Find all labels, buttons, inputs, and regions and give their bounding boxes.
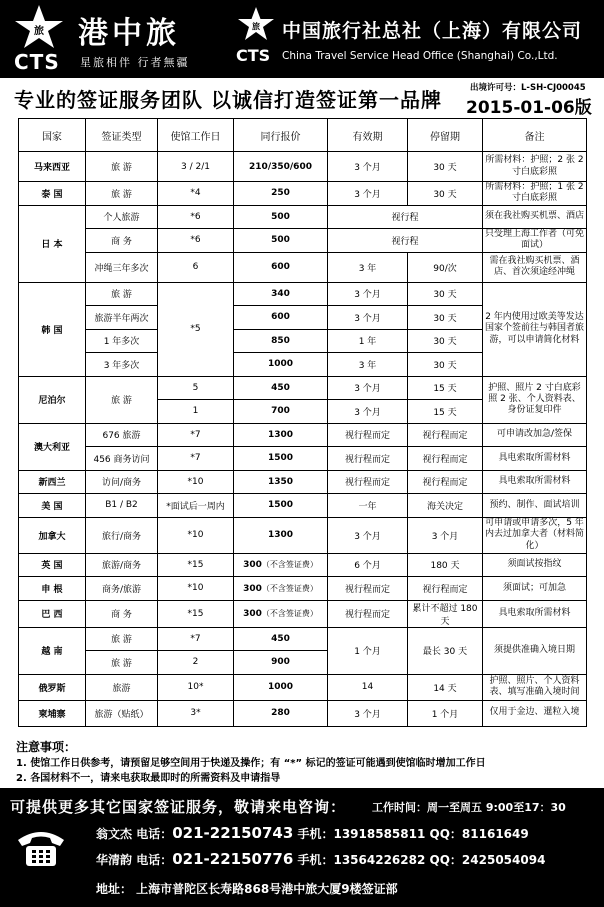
type-cell: 个人旅游 <box>86 205 158 229</box>
price-cell: 340 <box>234 282 328 306</box>
note-item: 2. 各国材料不一，请来电获取最即时的所需资料及申请指导 <box>16 773 281 784</box>
note-item: 1. 使馆工作日供参考，请预留足够空间用于快递及操作；有 “*” 标记的签证可能遇到使馆临时增加工作日 <box>16 758 486 769</box>
country-cell: 柬埔寨 <box>19 700 86 726</box>
table-row <box>19 577 587 601</box>
table-row <box>19 447 587 471</box>
validity-cell: 3 个月 <box>328 182 408 206</box>
type-cell: 访问/商务 <box>86 470 158 494</box>
notes-section <box>16 738 596 786</box>
svg-text:旅: 旅 <box>34 26 44 37</box>
table-row <box>19 470 587 494</box>
remark-cell: 须面试按指纹 <box>483 553 587 577</box>
days-cell: *7 <box>158 423 234 447</box>
stay-cell: 海关决定 <box>408 494 483 518</box>
price-cell: 1000 <box>234 353 328 377</box>
type-cell: 旅 游 <box>86 282 158 306</box>
header-price: 同行报价 <box>234 119 328 152</box>
tel-label: 电话： <box>136 827 173 841</box>
table-row <box>19 627 587 651</box>
days-cell: *15 <box>158 553 234 577</box>
stay-cell: 30 天 <box>408 282 483 306</box>
type-cell: 旅游 <box>86 674 158 700</box>
country-cell: 尼泊尔 <box>19 376 86 423</box>
stay-cell: 30 天 <box>408 182 483 206</box>
logo-cts-text: CTS <box>14 50 60 74</box>
country-cell: 英 国 <box>19 553 86 577</box>
remark-cell: 仅用于金边、暹粒入境 <box>483 700 587 726</box>
header-remark: 备注 <box>483 119 587 152</box>
stay-cell: 30 天 <box>408 152 483 182</box>
validity-cell: 1 年 <box>328 329 408 353</box>
cts-shanghai-logo <box>236 6 601 74</box>
mobile-label: 手机： <box>297 827 334 841</box>
price-note: （不含签证费） <box>261 560 318 570</box>
days-cell: 10* <box>158 674 234 700</box>
country-cell: 巴 西 <box>19 600 86 627</box>
logo-slogan: 星旅相伴 行者無疆 <box>80 56 190 69</box>
stay-cell: 视行程而定 <box>408 423 483 447</box>
country-cell: 俄罗斯 <box>19 674 86 700</box>
validity-cell: 视行程而定 <box>328 447 408 471</box>
country-cell: 泰 国 <box>19 182 86 206</box>
days-cell: *面试后一周内 <box>158 494 234 518</box>
country-cell: 澳大利亚 <box>19 423 86 470</box>
days-cell: *10 <box>158 517 234 553</box>
days-cell: *5 <box>158 282 234 376</box>
stay-cell: 1 个月 <box>408 700 483 726</box>
remark-cell: 可申请或申请多次，5 年内去过加拿大者（材料简化） <box>483 517 587 553</box>
remark-cell: 护照、照片、个人资料表、填写准确入境时间 <box>483 674 587 700</box>
table-row <box>19 182 587 206</box>
remark-cell: 只受理上海工作者（可免面试） <box>483 229 587 253</box>
company-name: 中国旅行社总社（上海）有限公司 <box>282 20 583 42</box>
days-cell: 6 <box>158 252 234 282</box>
days-cell: *6 <box>158 205 234 229</box>
table-row <box>19 600 587 627</box>
table-row <box>19 423 587 447</box>
table-row <box>19 517 587 553</box>
remark-cell: 需在我社购买机票、酒店、首次须途经冲绳 <box>483 252 587 282</box>
type-cell: 商 务 <box>86 600 158 627</box>
price-cell: 1300 <box>234 517 328 553</box>
days-cell: *10 <box>158 577 234 601</box>
address: 地址： 上海市普陀区长寿路868号港中旅大厦9楼签证部 <box>96 882 398 896</box>
type-cell: 旅 游 <box>86 627 158 651</box>
table-header-row <box>19 119 587 152</box>
remark-cell: 护照、照片 2 寸白底彩照 2 张、个人资料表、身份证复印件 <box>483 376 587 423</box>
star-logo-icon <box>12 4 66 50</box>
stay-cell: 最长 30 天 <box>408 627 483 674</box>
stay-cell: 视行程而定 <box>408 447 483 471</box>
remark-cell: 须在我社购买机票、酒店 <box>483 205 587 229</box>
visa-price-table <box>18 118 587 727</box>
qq-label: QQ： <box>429 853 462 867</box>
remark-cell: 具电索取所需材料 <box>483 447 587 471</box>
validity-cell: 视行程而定 <box>328 577 408 601</box>
validity-cell: 3 个月 <box>328 376 408 400</box>
stay-cell: 视行程而定 <box>408 577 483 601</box>
country-cell: 加拿大 <box>19 517 86 553</box>
price-cell: 1000 <box>234 674 328 700</box>
validity-cell: 3 个月 <box>328 400 408 424</box>
days-cell: 5 <box>158 376 234 400</box>
type-cell: 旅行/商务 <box>86 517 158 553</box>
stay-cell: 3 个月 <box>408 517 483 553</box>
remark-cell: 预约、制作、面试培训 <box>483 494 587 518</box>
country-cell: 新西兰 <box>19 470 86 494</box>
price-cell: 210/350/600 <box>234 152 328 182</box>
validity-cell: 3 个月 <box>328 152 408 182</box>
type-cell: 旅游半年两次 <box>86 306 158 330</box>
logo-brand-text: 港中旅 <box>78 16 180 51</box>
tel-label: 电话： <box>136 853 173 867</box>
page-title: 专业的签证服务团队 以诚信打造签证第一品牌 <box>14 88 442 112</box>
type-cell: 旅 游 <box>86 182 158 206</box>
validity-cell: 3 个月 <box>328 700 408 726</box>
stay-cell: 30 天 <box>408 353 483 377</box>
validity-cell: 3 个月 <box>328 282 408 306</box>
days-cell: *10 <box>158 470 234 494</box>
table-row <box>19 205 587 229</box>
price-cell: 500 <box>234 229 328 253</box>
price-cell <box>234 553 328 577</box>
remark-cell: 须面试；可加急 <box>483 577 587 601</box>
table-row <box>19 700 587 726</box>
header-banner <box>0 0 604 78</box>
price-cell: 450 <box>234 627 328 651</box>
header-validity: 有效期 <box>328 119 408 152</box>
header-visa-type: 签证类型 <box>86 119 158 152</box>
type-cell: B1 / B2 <box>86 494 158 518</box>
days-cell: *15 <box>158 600 234 627</box>
price-cell <box>234 600 328 627</box>
table-row <box>19 252 587 282</box>
validity-cell: 14 <box>328 674 408 700</box>
type-cell: 旅游/商务 <box>86 553 158 577</box>
header-country: 国家 <box>19 119 86 152</box>
header-working-days: 使馆工作日 <box>158 119 234 152</box>
type-cell: 旅 游 <box>86 651 158 675</box>
validity-cell: 视行程而定 <box>328 423 408 447</box>
contact-row <box>96 824 529 842</box>
footer-headline: 可提供更多其它国家签证服务，敬请来电咨询： <box>10 798 347 816</box>
version-date: 2015-01-06版 <box>466 98 592 118</box>
mobile-number[interactable]: 13918585811 <box>333 827 426 841</box>
remark-cell: 须提供准确入境日期 <box>483 627 587 674</box>
type-cell: 旅 游 <box>86 152 158 182</box>
star-logo-icon <box>236 6 276 42</box>
validity-cell: 视行程而定 <box>328 470 408 494</box>
table-row <box>19 376 587 400</box>
country-cell: 申 根 <box>19 577 86 601</box>
validity-cell: 3 年 <box>328 353 408 377</box>
type-cell: 旅游（贴纸） <box>86 700 158 726</box>
contact-name: 翁文杰 <box>96 827 133 841</box>
telephone-icon <box>14 826 68 868</box>
price-cell: 700 <box>234 400 328 424</box>
stay-cell: 30 天 <box>408 329 483 353</box>
table-row <box>19 152 587 182</box>
contact-footer <box>0 788 604 907</box>
stay-cell: 30 天 <box>408 306 483 330</box>
country-cell: 马来西亚 <box>19 152 86 182</box>
qq-number[interactable]: 81161649 <box>461 827 529 841</box>
price-cell: 1500 <box>234 447 328 471</box>
validity-cell: 视行程而定 <box>328 600 408 627</box>
days-cell: 3 / 2/1 <box>158 152 234 182</box>
validity-cell: 一年 <box>328 494 408 518</box>
table-row <box>19 494 587 518</box>
validity-cell: 3 个月 <box>328 306 408 330</box>
type-cell: 1 年多次 <box>86 329 158 353</box>
type-cell: 3 年多次 <box>86 353 158 377</box>
days-cell: 1 <box>158 400 234 424</box>
cts-hk-logo <box>8 4 223 74</box>
price-value: 300 <box>243 583 262 594</box>
stay-cell: 累计不超过 180 天 <box>408 600 483 627</box>
price-note: （不含签证费） <box>261 609 318 618</box>
days-cell: 2 <box>158 651 234 675</box>
country-cell: 日 本 <box>19 205 86 282</box>
stay-cell: 视行程而定 <box>408 470 483 494</box>
price-cell: 280 <box>234 700 328 726</box>
price-cell: 850 <box>234 329 328 353</box>
validity-cell: 3 年 <box>328 252 408 282</box>
qq-label: QQ： <box>429 827 462 841</box>
table-row <box>19 553 587 577</box>
stay-cell: 14 天 <box>408 674 483 700</box>
table-row <box>19 282 587 306</box>
svg-text:旅: 旅 <box>252 22 260 31</box>
country-cell: 美 国 <box>19 494 86 518</box>
days-cell: *4 <box>158 182 234 206</box>
stay-cell: 15 天 <box>408 376 483 400</box>
price-cell: 600 <box>234 252 328 282</box>
price-cell: 600 <box>234 306 328 330</box>
table-row <box>19 674 587 700</box>
type-cell: 商务/旅游 <box>86 577 158 601</box>
stay-cell: 15 天 <box>408 400 483 424</box>
remark-cell: 所需材料：护照；1 张 2 寸白底彩照 <box>483 182 587 206</box>
price-value: 300 <box>243 560 262 571</box>
price-cell: 500 <box>234 205 328 229</box>
validity-cell: 3 个月 <box>328 517 408 553</box>
price-cell: 250 <box>234 182 328 206</box>
remark-cell: 所需材料：护照；2 张 2 寸白底彩照 <box>483 152 587 182</box>
stay-cell: 180 天 <box>408 553 483 577</box>
type-cell: 商 务 <box>86 229 158 253</box>
type-cell: 冲绳三年多次 <box>86 252 158 282</box>
remark-cell: 2 年内使用过欧美等发达国家个签前往与韩国者旅游，可以申请简化材料 <box>483 282 587 376</box>
days-cell: *7 <box>158 447 234 471</box>
price-cell: 900 <box>234 651 328 675</box>
remark-cell: 具电索取所需材料 <box>483 470 587 494</box>
tel-number[interactable]: 021-22150776 <box>172 850 294 868</box>
days-cell: 3* <box>158 700 234 726</box>
validity-cell: 6 个月 <box>328 553 408 577</box>
table-row <box>19 229 587 253</box>
validity-cell: 1 个月 <box>328 627 408 674</box>
price-cell: 1500 <box>234 494 328 518</box>
remark-cell: 可申请改加急/签保 <box>483 423 587 447</box>
country-cell: 越 南 <box>19 627 86 674</box>
days-cell: *6 <box>158 229 234 253</box>
permit-number: 出境许可号：L-SH-CJ00045 <box>470 83 586 93</box>
notes-title: 注意事项： <box>16 740 77 754</box>
contact-name: 华清韵 <box>96 853 133 867</box>
type-cell: 456 商务访问 <box>86 447 158 471</box>
days-cell: *7 <box>158 627 234 651</box>
price-cell: 1300 <box>234 423 328 447</box>
mobile-label: 手机： <box>297 853 334 867</box>
country-cell: 韩 国 <box>19 282 86 376</box>
type-cell: 旅 游 <box>86 376 158 423</box>
validity-stay-cell: 视行程 <box>328 229 483 253</box>
stay-cell: 90/次 <box>408 252 483 282</box>
mobile-number[interactable]: 13564226282 <box>333 853 426 867</box>
remark-cell: 具电索取所需材料 <box>483 600 587 627</box>
qq-number[interactable]: 2425054094 <box>461 853 546 867</box>
contact-row <box>96 850 545 868</box>
header-stay: 停留期 <box>408 119 483 152</box>
price-value: 300 <box>243 609 262 619</box>
price-cell: 1350 <box>234 470 328 494</box>
company-name-en: China Travel Service Head Office (Shanghai) Co.,Ltd. <box>282 50 558 62</box>
tel-number[interactable]: 021-22150743 <box>172 824 294 842</box>
validity-stay-cell: 视行程 <box>328 205 483 229</box>
price-note: （不含签证费） <box>261 583 318 593</box>
working-hours: 工作时间：周一至周五 9:00至17：30 <box>372 801 566 814</box>
logo-cts-text: CTS <box>236 46 271 65</box>
price-cell <box>234 577 328 601</box>
price-cell: 450 <box>234 376 328 400</box>
type-cell: 676 旅游 <box>86 423 158 447</box>
